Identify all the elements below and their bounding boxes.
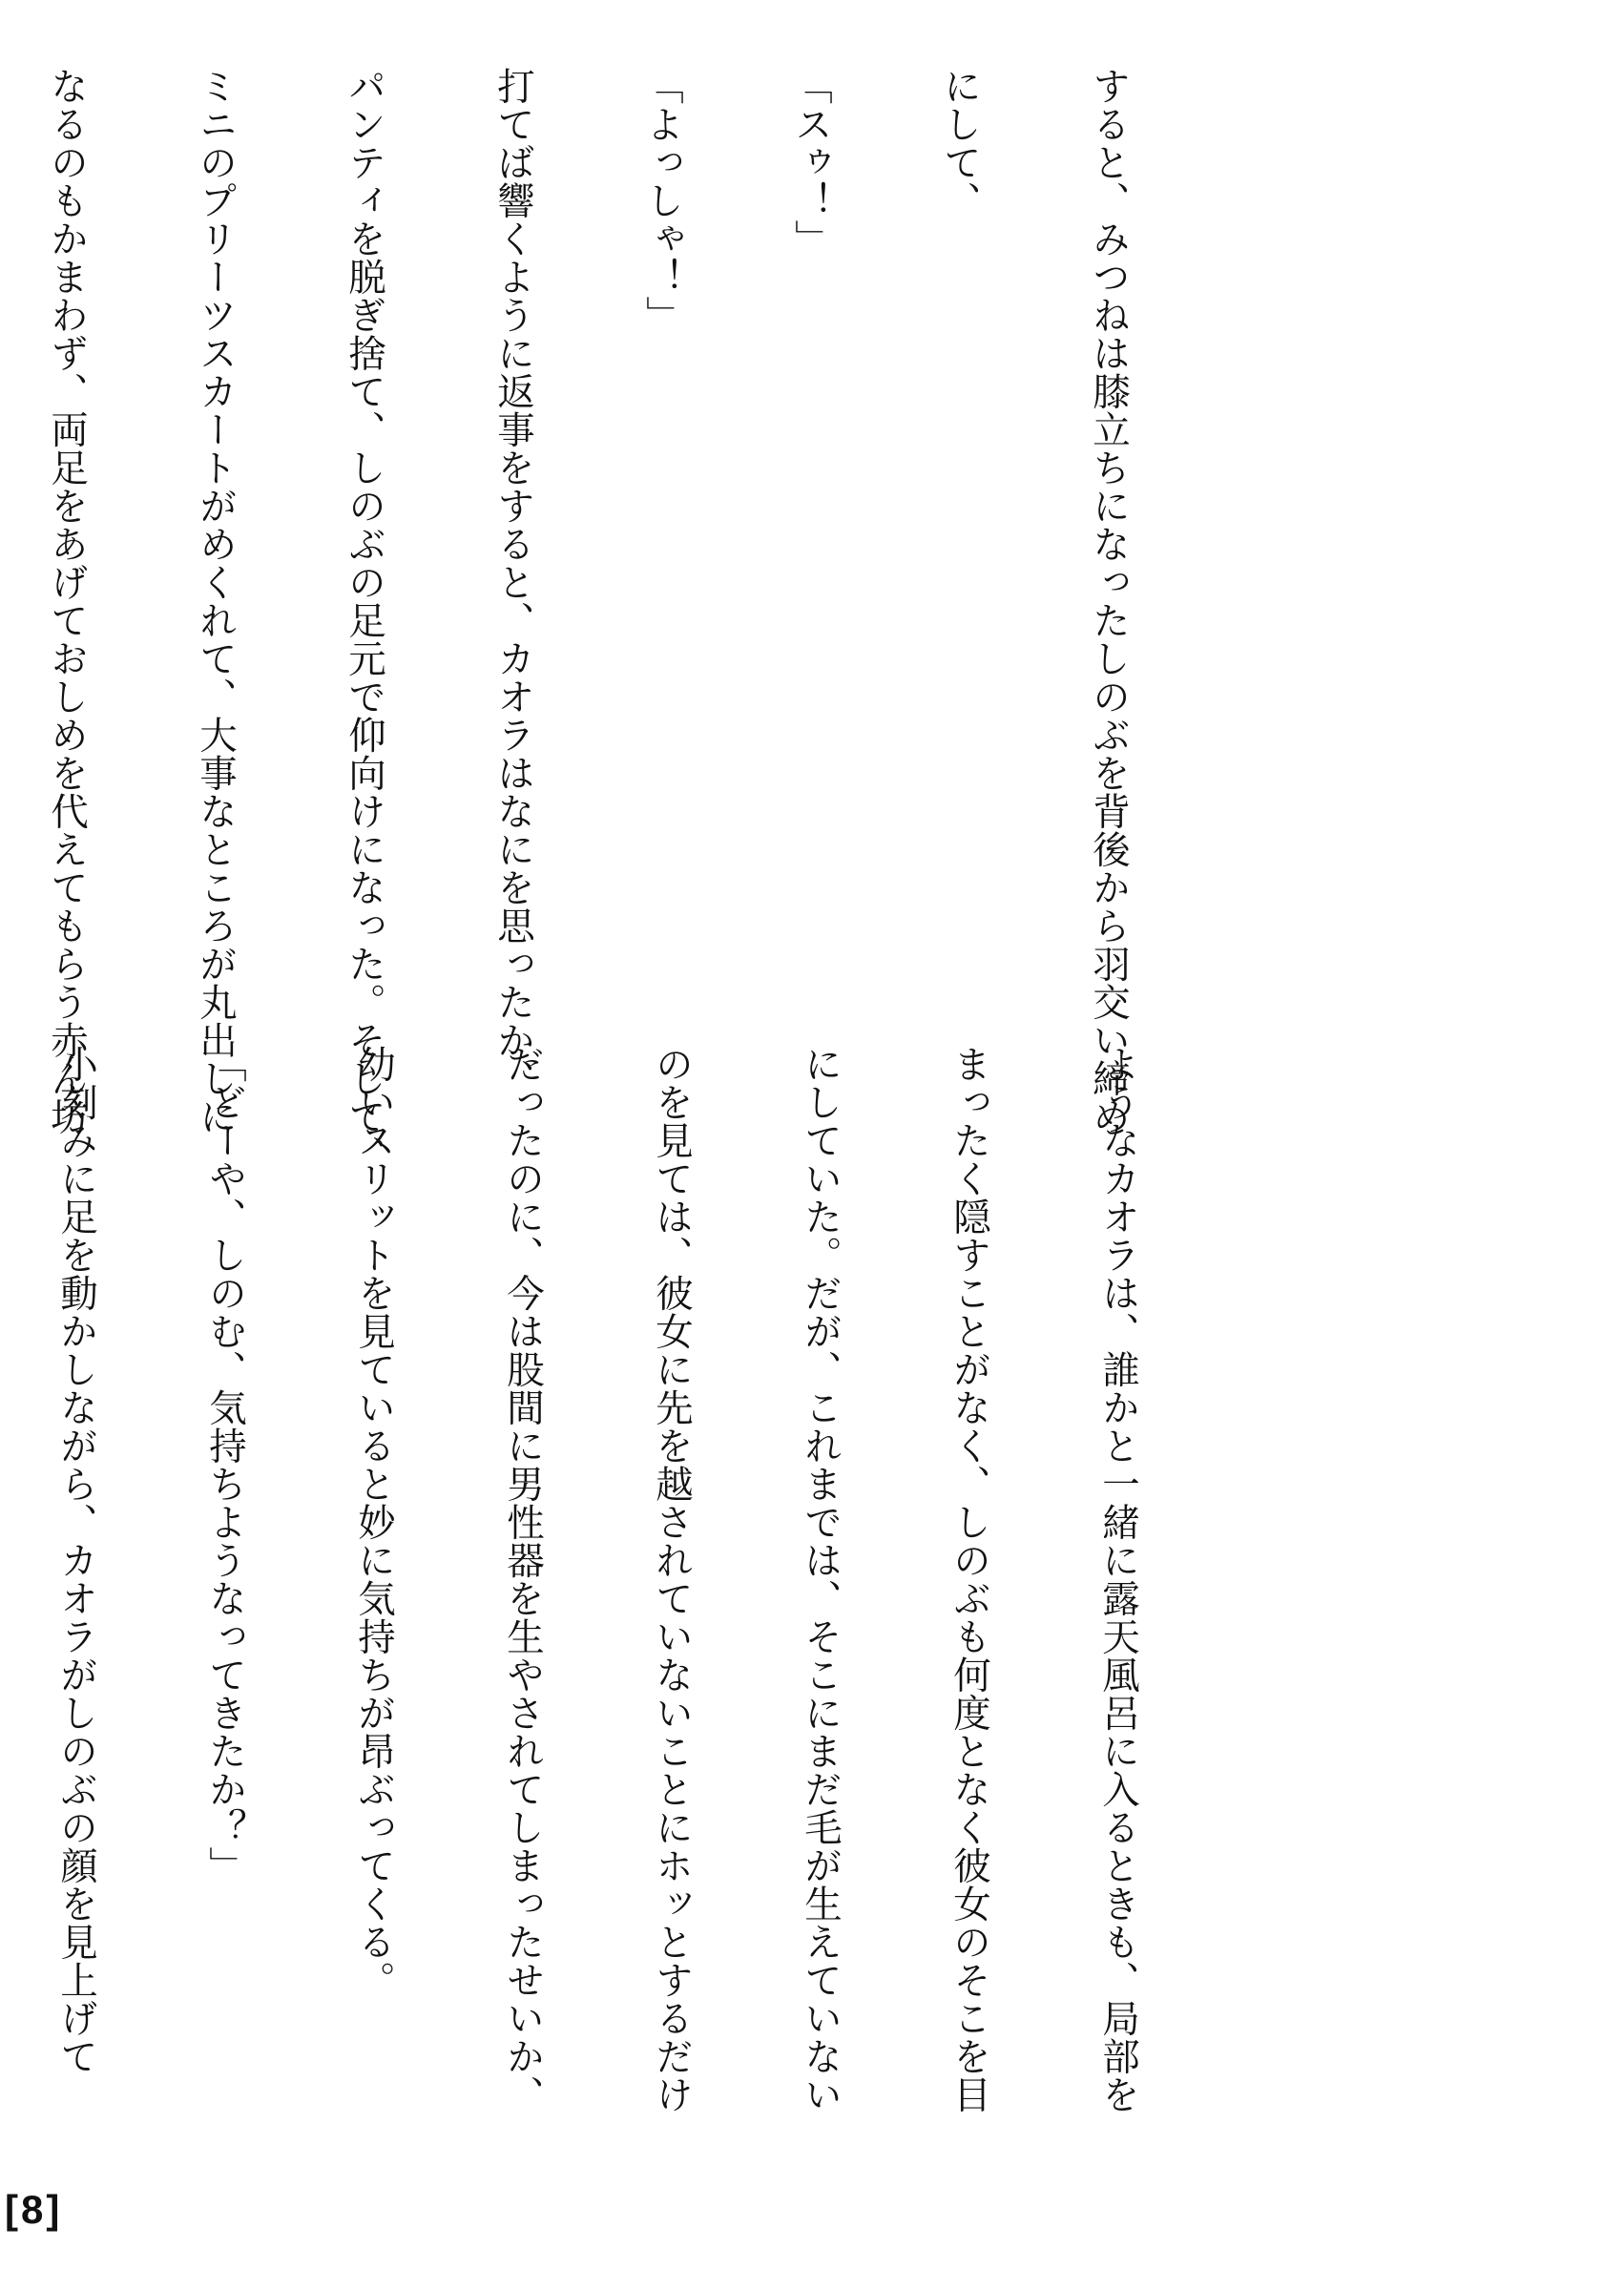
text-line: パンティを脱ぎ捨て、しのぶの足元で仰向けになった。そして、 xyxy=(343,67,386,1174)
text-line: のを見ては、彼女に先を越されていないことにホッとするだけ xyxy=(650,1045,694,2113)
text-line: まったく隠すことがなく、しのぶも何度となく彼女のそこを目 xyxy=(947,1045,991,2113)
text-line: にして、 xyxy=(938,67,982,219)
text-line: なるのもかまわず、両足をあげておしめを代えてもらう赤ん坊 xyxy=(45,67,89,1135)
text-line: だったのに、今は股間に男性器を生やされてしまったせいか、 xyxy=(501,1045,545,2113)
text-line: ミニのプリーツスカートがめくれて、大事なところが丸出しに xyxy=(194,67,238,1135)
text-line: 「よっしゃ！」 xyxy=(640,67,684,334)
text-line: 小刻みに足を動かしながら、カオラがしのぶの顔を見上げて xyxy=(54,1045,98,2075)
text-line: 「スゥ！」 xyxy=(789,67,833,258)
text-line: 「どーや、しのむ、気持ちようなってきたか？」 xyxy=(203,1045,247,1884)
text-block-top xyxy=(45,67,1233,1174)
text-line: すると、みつねは膝立ちになったしのぶを背後から羽交い締め xyxy=(1087,67,1131,1135)
text-block-bottom xyxy=(54,1045,1242,2113)
text-line: 打てば響くように返事をすると、カオラはなにを思ったか、 xyxy=(491,67,535,1097)
text-line: にしていた。だが、これまでは、そこにまだ毛が生えていない xyxy=(799,1045,843,2113)
page-number: [8] xyxy=(5,2187,63,2232)
text-line: 幼いスリットを見ていると妙に気持ちが昂ぶってくる。 xyxy=(352,1045,396,1999)
text-line: ようなカオラは、誰かと一緒に露天風呂に入るときも、局部を xyxy=(1096,1045,1140,2113)
